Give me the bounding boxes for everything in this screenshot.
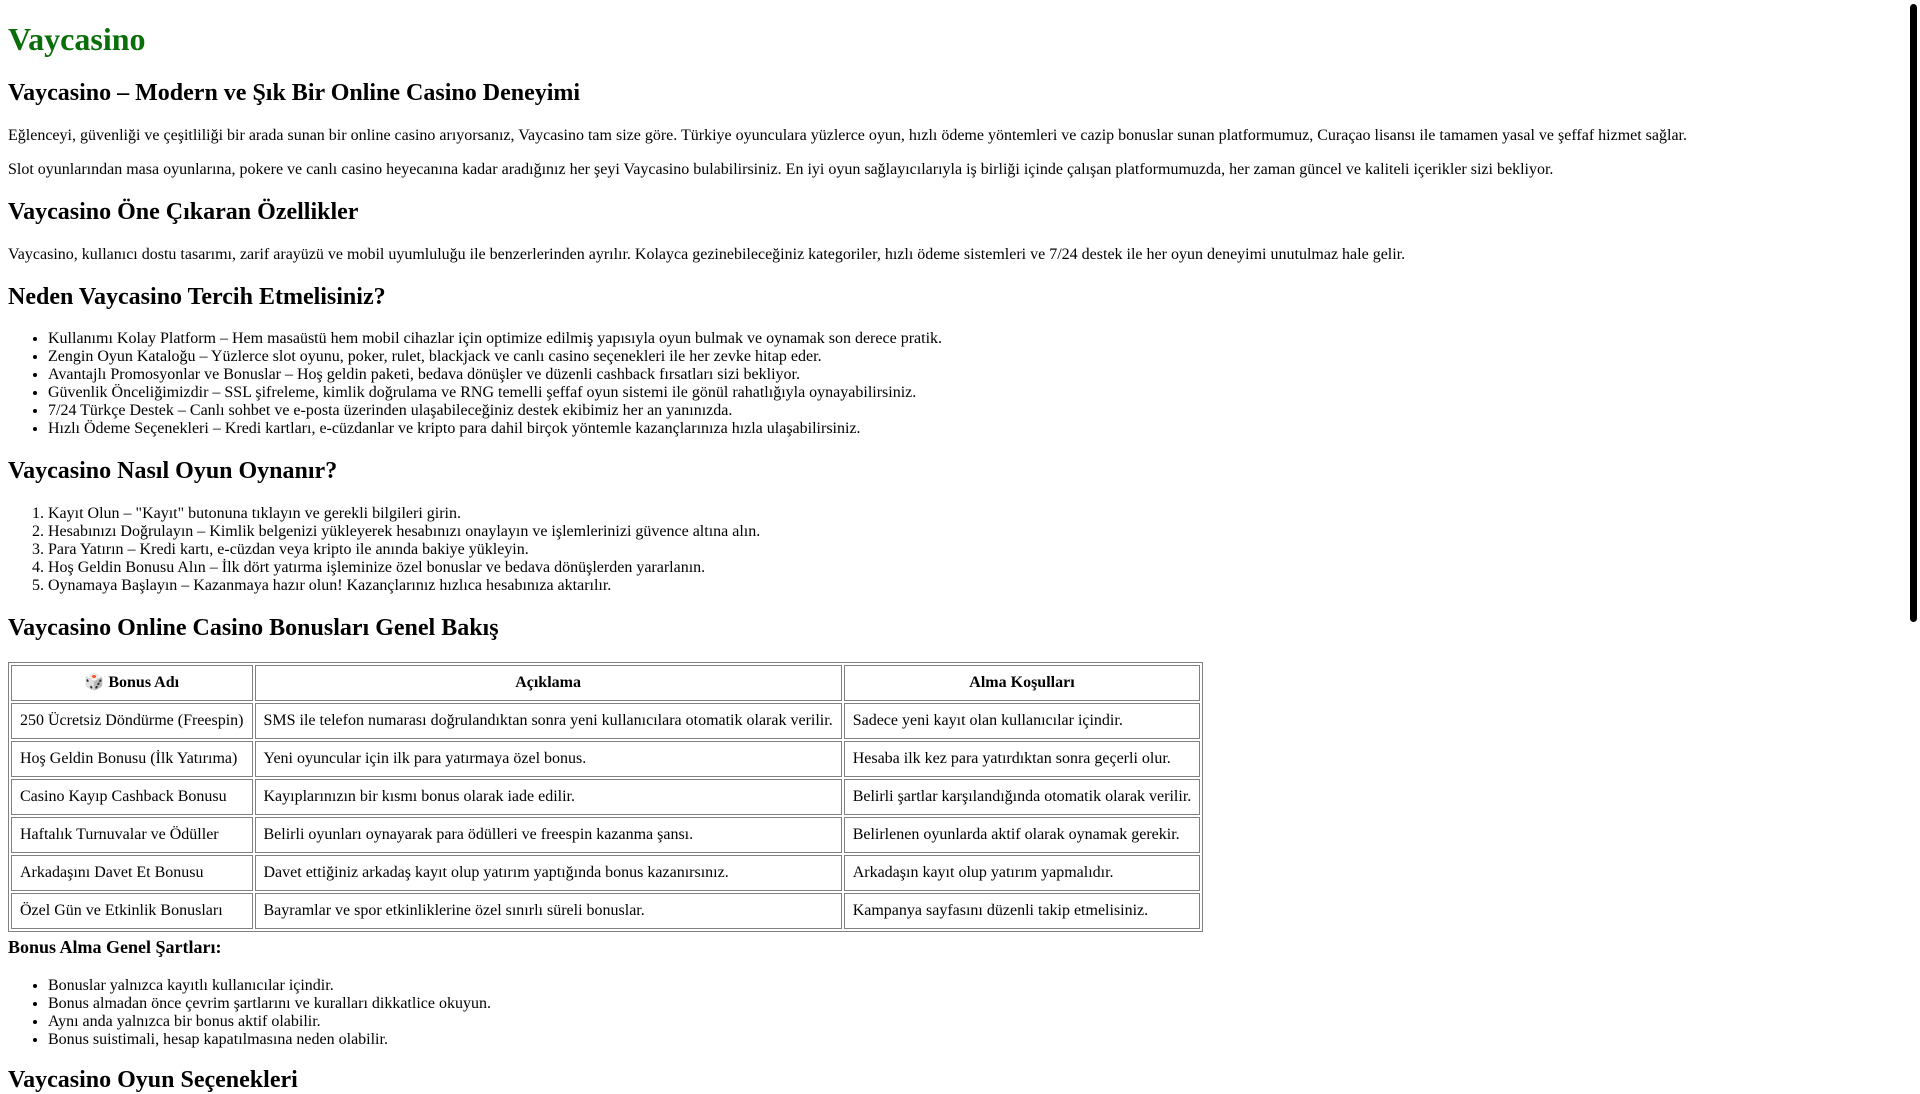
table-cell: SMS ile telefon numarası doğrulandıktan sonra yeni kullanıcılara otomatik olarak verilir. [255,703,842,739]
bonus-table [8,662,1203,932]
why-list [8,330,942,438]
features-heading: Vaycasino Öne Çıkaran Özellikler [8,199,359,225]
table-cell: Haftalık Turnuvalar ve Ödüller [11,817,253,853]
column-header-conditions: Alma Koşulları [844,665,1201,701]
table-cell: Kayıplarınızın bir kısmı bonus olarak iade edilir. [255,779,842,815]
table-cell: Belirli oyunları oynayarak para ödülleri ve freespin kazanma şansı. [255,817,842,853]
list-item: • Aynı anda yalnızca bir bonus aktif olabilir. [48,1013,491,1031]
list-item: • Avantajlı Promosyonlar ve Bonuslar – Hoş geldin paketi, bedava dönüşler ve düzenli cashback fırsatları sizi bekliyor. [48,366,942,384]
table-row [11,703,1200,739]
vertical-scrollbar[interactable] [1906,0,1920,1080]
list-item: • Bonuslar yalnızca kayıtlı kullanıcılar içindir. [48,977,491,995]
table-cell: Arkadaşını Davet Et Bonusu [11,855,253,891]
intro-heading: Vaycasino – Modern ve Şık Bir Online Casino Deneyimi [8,80,581,106]
scrollbar-thumb[interactable] [1910,4,1917,622]
table-cell: Hoş Geldin Bonusu (İlk Yatırıma) [11,741,253,777]
table-header-row [11,665,1200,701]
table-cell: Davet ettiğiniz arkadaş kayıt olup yatırım yaptığında bonus kazanırsınız. [255,855,842,891]
table-cell: Casino Kayıp Cashback Bonusu [11,779,253,815]
table-cell: Yeni oyuncular için ilk para yatırmaya özel bonus. [255,741,842,777]
table-cell: Özel Gün ve Etkinlik Bonusları [11,893,253,929]
table-row [11,893,1200,929]
table-row [11,741,1200,777]
list-item: • 7/24 Türkçe Destek – Canlı sohbet ve e-posta üzerinden ulaşabileceğiniz destek ekibimiz her an yanınızda. [48,402,942,420]
table-cell: Sadece yeni kayıt olan kullanıcılar içindir. [844,703,1201,739]
table-cell: Hesaba ilk kez para yatırdıktan sonra geçerli olur. [844,741,1201,777]
features-paragraph: Vaycasino, kullanıcı dostu tasarımı, zarif arayüzü ve mobil uyumluluğu ile benzerlerinden ayrılır. Kolayca gezinebileceğiniz kategoriler, hızlı ödeme sistemleri ve 7/24 destek ile her oyun deneyimi unutulmaz hale gelir. [8,246,1406,263]
list-item: • Güvenlik Önceliğimizdir – SSL şifreleme, kimlik doğrulama ve RNG temelli şeffaf oyun sistemi ile gönül rahatlığıyla oynayabilirsiniz. [48,384,942,402]
howto-steps [8,505,760,595]
table-cell: Belirlenen oyunlarda aktif olarak oynamak gerekir. [844,817,1201,853]
howto-heading: Vaycasino Nasıl Oyun Oynanır? [8,458,338,484]
list-item: 2. Hesabınızı Doğrulayın – Kimlik belgenizi yükleyerek hesabınızı onaylayın ve işlemlerinizi güvence altına alın. [48,523,760,541]
list-item: • Hızlı Ödeme Seçenekleri – Kredi kartları, e-cüzdanlar ve kripto para dahil birçok yöntemle kazançlarınıza hızla ulaşabilirsiniz. [48,420,942,438]
list-item: • Bonus almadan önce çevrim şartlarını ve kuralları dikkatlice okuyun. [48,995,491,1013]
list-item: • Zengin Oyun Kataloğu – Yüzlerce slot oyunu, poker, rulet, blackjack ve canlı casino seçenekleri ile her zevke hitap eder. [48,348,942,366]
terms-list [8,977,491,1049]
table-row [11,779,1200,815]
bonuses-heading: Vaycasino Online Casino Bonusları Genel Bakış [8,615,499,641]
intro-paragraph-2: Slot oyunlarından masa oyunlarına, pokere ve canlı casino heyecanına kadar aradığınız her şeyi Vaycasino bulabilirsiniz. En iyi oyun sağlayıcılarıyla iş birliği içinde çalışan platformumuzda, her zaman güncel ve kaliteli içerikler sizi bekliyor. [8,161,1554,178]
table-cell: Bayramlar ve spor etkinliklerine özel sınırlı süreli bonuslar. [255,893,842,929]
table-cell: Kampanya sayfasını düzenli takip etmelisiniz. [844,893,1201,929]
terms-heading: Bonus Alma Genel Şartları: [8,937,222,957]
intro-paragraph-1: Eğlenceyi, güvenliği ve çeşitliliği bir arada sunan bir online casino arıyorsanız, Vaycasino tam size göre. Türkiye oyunculara yüzlerce oyun, hızlı ödeme yöntemleri ve cazip bonuslar sunan platformumuz, Curaçao lisansı ile tamamen yasal ve şeffaf hizmet sağlar. [8,127,1687,144]
table-cell: 250 Ücretsiz Döndürme (Freespin) [11,703,253,739]
column-header-description: Açıklama [255,665,842,701]
list-item: 4. Hoş Geldin Bonusu Alın – İlk dört yatırma işleminize özel bonuslar ve bedava dönüşlerden yararlanın. [48,559,760,577]
list-item: • Kullanımı Kolay Platform – Hem masaüstü hem mobil cihazlar için optimize edilmiş yapısıyla oyun bulmak ve oynamak son derece pratik. [48,330,942,348]
site-title: Vaycasino [8,21,146,57]
column-header-bonus-name: 🎲 Bonus Adı [11,665,253,701]
table-cell: Arkadaşın kayıt olup yatırım yapmalıdır. [844,855,1201,891]
table-cell: Belirli şartlar karşılandığında otomatik olarak verilir. [844,779,1201,815]
list-item: 1. Kayıt Olun – "Kayıt" butonuna tıklayın ve gerekli bilgileri girin. [48,505,760,523]
list-item: 3. Para Yatırın – Kredi kartı, e-cüzdan veya kripto ile anında bakiye yükleyin. [48,541,760,559]
games-heading: Vaycasino Oyun Seçenekleri [8,1067,298,1093]
list-item: • Bonus suistimali, hesap kapatılmasına neden olabilir. [48,1031,491,1049]
list-item: 5. Oynamaya Başlayın – Kazanmaya hazır olun! Kazançlarınız hızlıca hesabınıza aktarılır. [48,577,760,595]
table-row [11,855,1200,891]
why-heading: Neden Vaycasino Tercih Etmelisiniz? [8,284,386,310]
table-row [11,817,1200,853]
